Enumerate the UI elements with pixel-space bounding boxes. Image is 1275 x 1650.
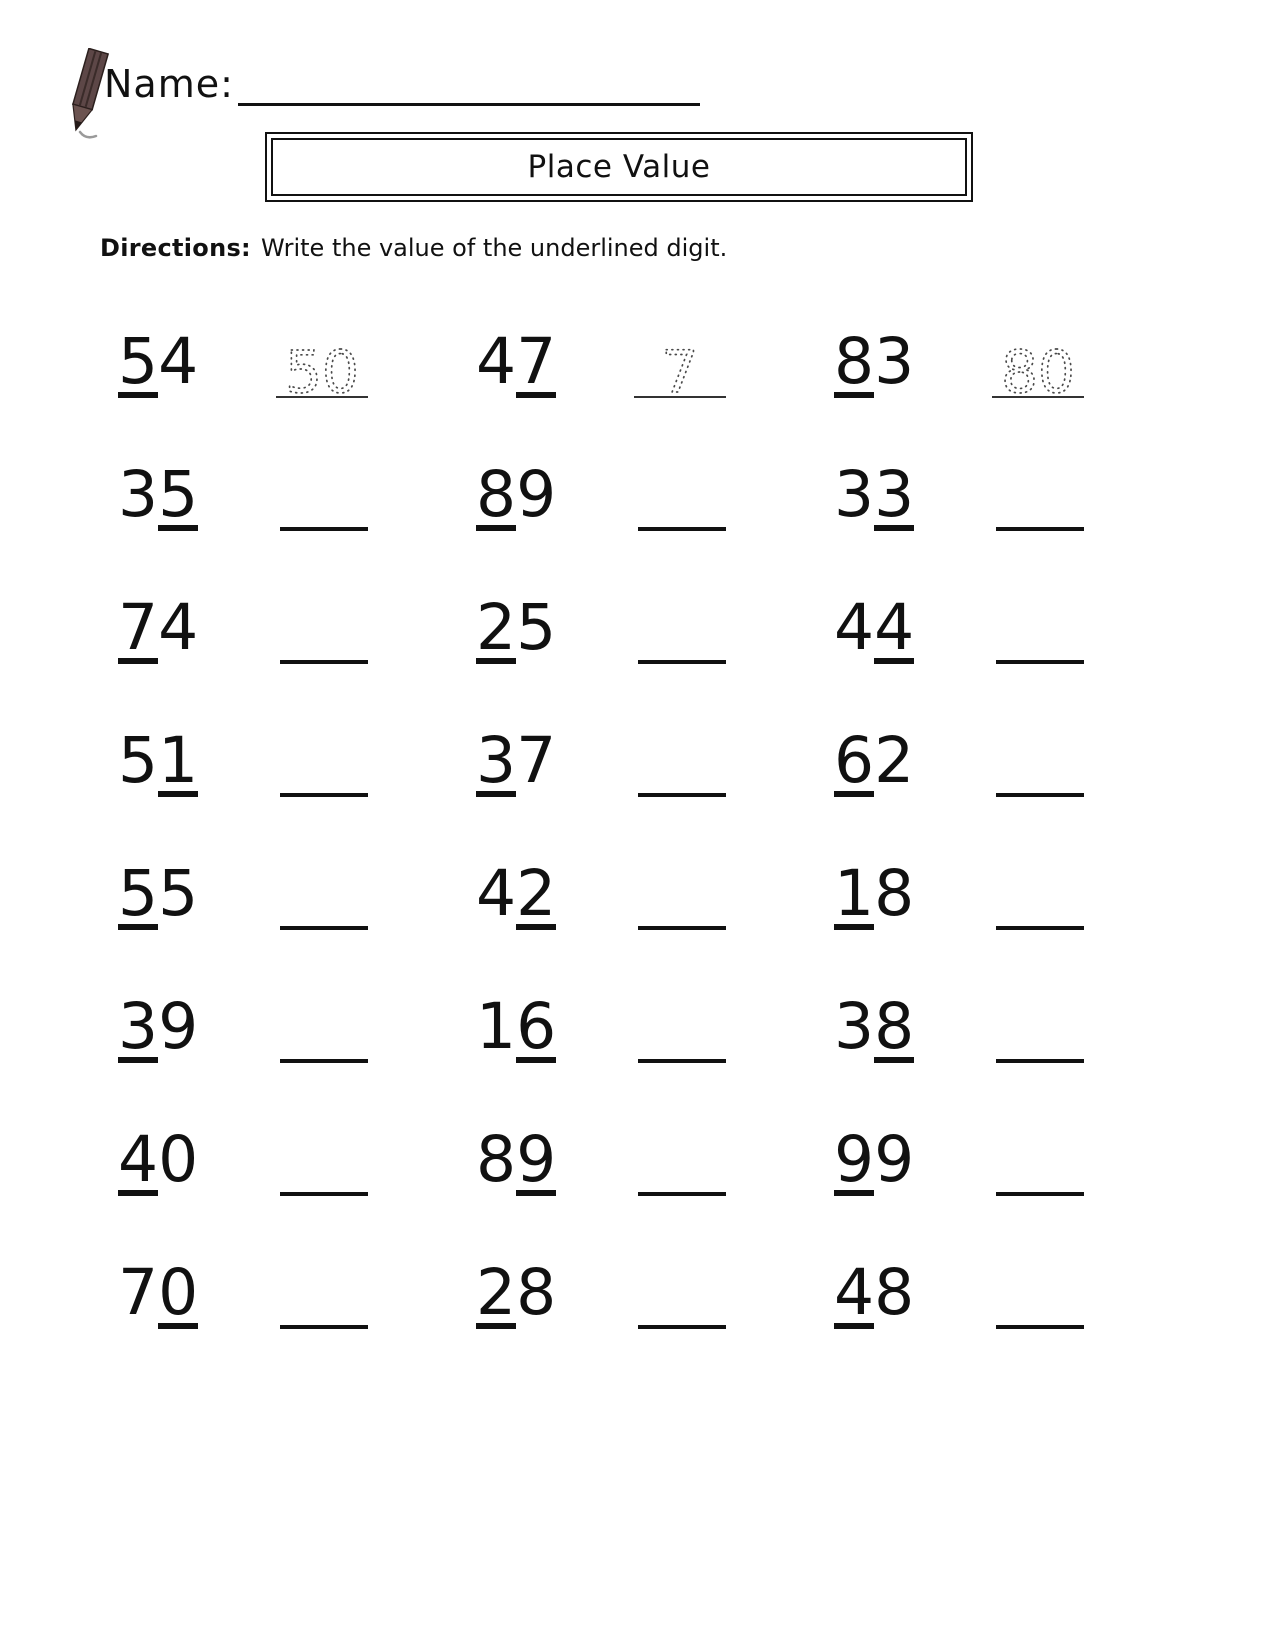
- underlined-digit: 5: [118, 857, 159, 931]
- problem-cell: [476, 857, 726, 931]
- digit: 5: [118, 724, 159, 798]
- underlined-digit: 8: [874, 990, 915, 1064]
- problem-cell: [834, 990, 1084, 1064]
- digit: 8: [874, 857, 915, 931]
- problem-number: [476, 458, 557, 532]
- underlined-digit: 3: [476, 724, 517, 798]
- digit: 9: [158, 990, 199, 1064]
- answer-blank-line: [280, 926, 368, 930]
- digit: 9: [874, 1123, 915, 1197]
- problem-number: [834, 591, 915, 665]
- problem-number: [118, 458, 199, 532]
- answer-blank-line: [996, 1192, 1084, 1196]
- underlined-digit: 6: [834, 724, 875, 798]
- answer-blank-line: [280, 1325, 368, 1329]
- directions-label: Directions:: [100, 234, 251, 262]
- page-title: Place Value: [527, 149, 711, 185]
- digit: 8: [476, 1123, 517, 1197]
- underlined-digit: 0: [158, 1256, 199, 1330]
- problem-cell: [476, 458, 726, 532]
- problem-number: [476, 724, 557, 798]
- problem-number: [118, 1123, 199, 1197]
- svg-text:80: 80: [1001, 338, 1075, 396]
- underlined-digit: 9: [834, 1123, 875, 1197]
- answer-blank-line: [280, 1059, 368, 1063]
- problem-cell: [118, 1123, 368, 1197]
- digit: 9: [516, 458, 557, 532]
- problem-number: [118, 325, 199, 399]
- underlined-digit: 7: [516, 325, 557, 399]
- problem-cell: [834, 1256, 1084, 1330]
- traced-answer: [634, 334, 726, 398]
- problem-number: [476, 325, 557, 399]
- answer-blank-line: [996, 660, 1084, 664]
- underlined-digit: 2: [476, 591, 517, 665]
- underlined-digit: 9: [516, 1123, 557, 1197]
- problem-cell: [834, 724, 1084, 798]
- problem-number: [834, 724, 915, 798]
- title-box: [265, 132, 973, 202]
- problem-number: [834, 1256, 915, 1330]
- problem-number: [118, 591, 199, 665]
- digit: 5: [158, 857, 199, 931]
- digit: 4: [476, 325, 517, 399]
- name-blank-line: [238, 63, 700, 106]
- problem-cell: [476, 990, 726, 1064]
- problem-cell: [118, 990, 368, 1064]
- problem-number: [118, 1256, 199, 1330]
- underlined-digit: 8: [476, 458, 517, 532]
- problem-number: [834, 990, 915, 1064]
- name-label: Name:: [104, 62, 234, 106]
- problem-number: [476, 990, 557, 1064]
- answer-blank-line: [280, 1192, 368, 1196]
- underlined-digit: 2: [476, 1256, 517, 1330]
- underlined-digit: 7: [118, 591, 159, 665]
- answer-blank-line: [638, 926, 726, 930]
- problem-cell: [834, 325, 1084, 399]
- pencil-icon: [60, 48, 118, 140]
- digit: 5: [516, 591, 557, 665]
- problem-cell: [834, 591, 1084, 665]
- underlined-digit: 3: [874, 458, 915, 532]
- underlined-digit: 4: [118, 1123, 159, 1197]
- digit: 0: [158, 1123, 199, 1197]
- problem-cell: [476, 1123, 726, 1197]
- problem-number: [118, 857, 199, 931]
- answer-blank-line: [280, 793, 368, 797]
- answer-blank-line: [638, 1192, 726, 1196]
- problem-number: [476, 591, 557, 665]
- problem-number: [834, 1123, 915, 1197]
- problem-cell: [476, 325, 726, 399]
- digit: 4: [834, 591, 875, 665]
- digit: 8: [874, 1256, 915, 1330]
- traced-answer: [276, 334, 368, 398]
- answer-blank-line: [638, 793, 726, 797]
- digit: 4: [158, 591, 199, 665]
- digit: 4: [158, 325, 199, 399]
- underlined-digit: 1: [834, 857, 875, 931]
- digit: 7: [118, 1256, 159, 1330]
- digit: 3: [874, 325, 915, 399]
- svg-text:7: 7: [661, 338, 699, 396]
- underlined-digit: 5: [118, 325, 159, 399]
- problem-cell: [476, 591, 726, 665]
- underlined-digit: 3: [118, 990, 159, 1064]
- answer-blank-line: [638, 1325, 726, 1329]
- answer-blank-line: [280, 527, 368, 531]
- digit: 3: [118, 458, 159, 532]
- worksheet-header: [0, 0, 1275, 106]
- digit: 1: [476, 990, 517, 1064]
- answer-blank-line: [280, 660, 368, 664]
- problem-number: [476, 857, 557, 931]
- traced-answer: [992, 334, 1084, 398]
- svg-text:50: 50: [285, 338, 359, 396]
- answer-blank-line: [996, 793, 1084, 797]
- problem-number: [118, 724, 199, 798]
- problem-cell: [834, 458, 1084, 532]
- problem-cell: [118, 857, 368, 931]
- problem-number: [834, 458, 915, 532]
- underlined-digit: 4: [874, 591, 915, 665]
- digit: 7: [516, 724, 557, 798]
- problem-cell: [834, 1123, 1084, 1197]
- digit: 4: [476, 857, 517, 931]
- problem-cell: [834, 857, 1084, 931]
- answer-blank-line: [996, 1059, 1084, 1063]
- problem-cell: [118, 724, 368, 798]
- problem-cell: [118, 591, 368, 665]
- problems-grid: [118, 325, 1118, 1330]
- problem-cell: [118, 1256, 368, 1330]
- problem-cell: [118, 458, 368, 532]
- problem-cell: [118, 325, 368, 399]
- directions-text: Write the value of the underlined digit.: [260, 234, 728, 262]
- digit: 2: [874, 724, 915, 798]
- underlined-digit: 5: [158, 458, 199, 532]
- answer-blank-line: [638, 660, 726, 664]
- underlined-digit: 1: [158, 724, 199, 798]
- problem-cell: [476, 1256, 726, 1330]
- answer-blank-line: [996, 1325, 1084, 1329]
- problem-number: [476, 1123, 557, 1197]
- answer-blank-line: [996, 926, 1084, 930]
- digit: 3: [834, 990, 875, 1064]
- underlined-digit: 2: [516, 857, 557, 931]
- answer-blank-line: [638, 1059, 726, 1063]
- underlined-digit: 4: [834, 1256, 875, 1330]
- problem-number: [476, 1256, 557, 1330]
- problem-cell: [476, 724, 726, 798]
- digit: 8: [516, 1256, 557, 1330]
- underlined-digit: 6: [516, 990, 557, 1064]
- answer-blank-line: [996, 527, 1084, 531]
- problem-number: [834, 857, 915, 931]
- digit: 3: [834, 458, 875, 532]
- underlined-digit: 8: [834, 325, 875, 399]
- problem-number: [118, 990, 199, 1064]
- problem-number: [834, 325, 915, 399]
- directions: [100, 234, 1275, 262]
- answer-blank-line: [638, 527, 726, 531]
